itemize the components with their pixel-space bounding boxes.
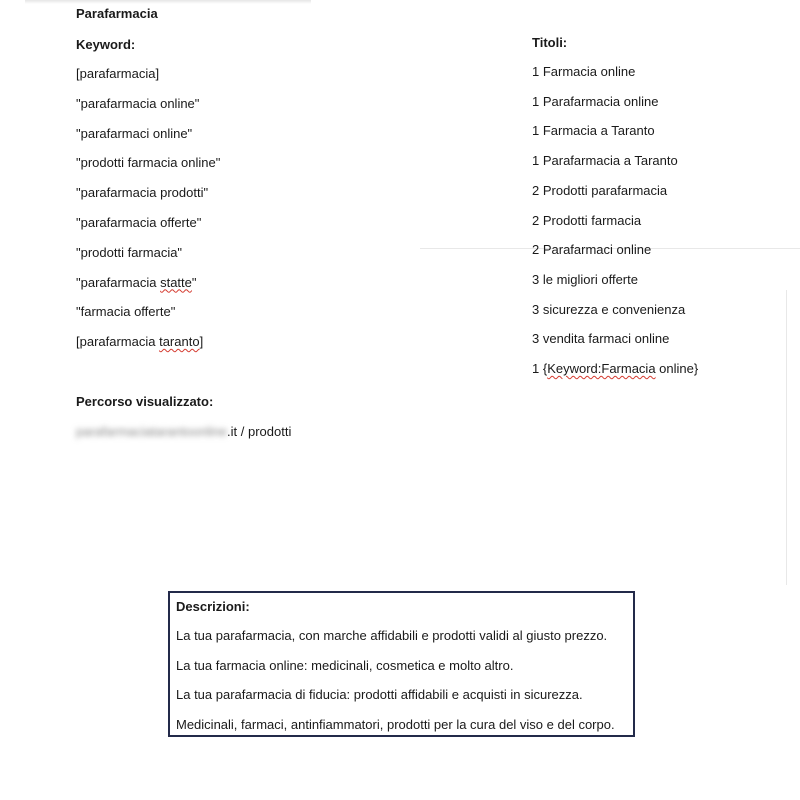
description-item: Medicinali, farmaci, antinfiammatori, prodotti per la cura del viso e del corpo. [176,717,615,733]
blurred-domain: parafarmaciatarantoonline [76,424,228,439]
keyword-text-suffix: " [191,274,197,290]
title-item: 3 sicurezza e convenienza [532,301,686,317]
keyword-item [76,126,192,141]
keyword-item [76,96,199,111]
keyword-spellcheck-word: statte [160,274,192,290]
descriptions-heading: Descrizioni: [176,599,250,614]
descriptions-box [168,591,635,737]
title-item: 1 Parafarmacia a Taranto [532,153,678,169]
title-item: 1 Parafarmacia online [532,93,659,109]
title-item: 1 Farmacia a Taranto [532,123,655,139]
title-item: 2 Parafarmaci online [532,242,652,258]
title-item: 3 vendita farmaci online [532,331,670,347]
title-item: 3 le migliori offerte [532,271,638,287]
keyword-text-suffix: ] [199,334,204,350]
title-item: 2 Prodotti farmacia [532,212,642,228]
keyword-item [76,245,182,260]
keyword-text: "parafarmacia online" [76,95,200,111]
keyword-item [76,275,197,290]
title-item: 1 Farmacia online [532,64,636,79]
keyword-item [76,155,220,170]
description-item: La tua parafarmacia, con marche affidabili e prodotti validi al giusto prezzo. [176,628,608,643]
keyword-text: "parafarmaci online" [76,125,193,141]
title-item-keyword-err: Keyword:Farmacia [547,361,656,376]
keyword-item [76,334,203,349]
keyword-item [76,215,201,230]
edge-divider-vertical [786,290,787,585]
title-item-keyword-post: online} [655,361,699,376]
top-shadow-bar [25,0,311,4]
keyword-text: [parafarmacia] [76,66,160,81]
keyword-text: [parafarmacia [76,334,160,350]
document-title: Parafarmacia [76,6,158,21]
title-item-keyword [532,361,698,376]
keyword-item [76,185,208,200]
keyword-spellcheck-word: taranto [159,334,200,350]
keyword-text: "prodotti farmacia" [76,244,183,260]
display-path [76,424,291,439]
keyword-item [76,304,175,319]
keyword-text: "prodotti farmacia online" [76,155,221,171]
keyword-text: "parafarmacia [76,274,161,290]
path-suffix: .it / prodotti [227,424,292,439]
keyword-text: "parafarmacia prodotti" [76,185,209,201]
keyword-text: "farmacia offerte" [76,304,176,320]
keyword-text: "parafarmacia offerte" [76,215,202,230]
titles-heading: Titoli: [532,35,568,50]
title-item-keyword-pre: 1 { [532,361,548,376]
path-heading: Percorso visualizzato: [76,394,214,409]
description-item: La tua parafarmacia di fiducia: prodotti affidabili e acquisti in sicurezza. [176,687,583,703]
keyword-item [76,66,159,81]
keywords-heading: Keyword: [76,37,136,52]
description-item: La tua farmacia online: medicinali, cosmetica e molto altro. [176,657,514,673]
title-item: 2 Prodotti parafarmacia [532,182,668,198]
